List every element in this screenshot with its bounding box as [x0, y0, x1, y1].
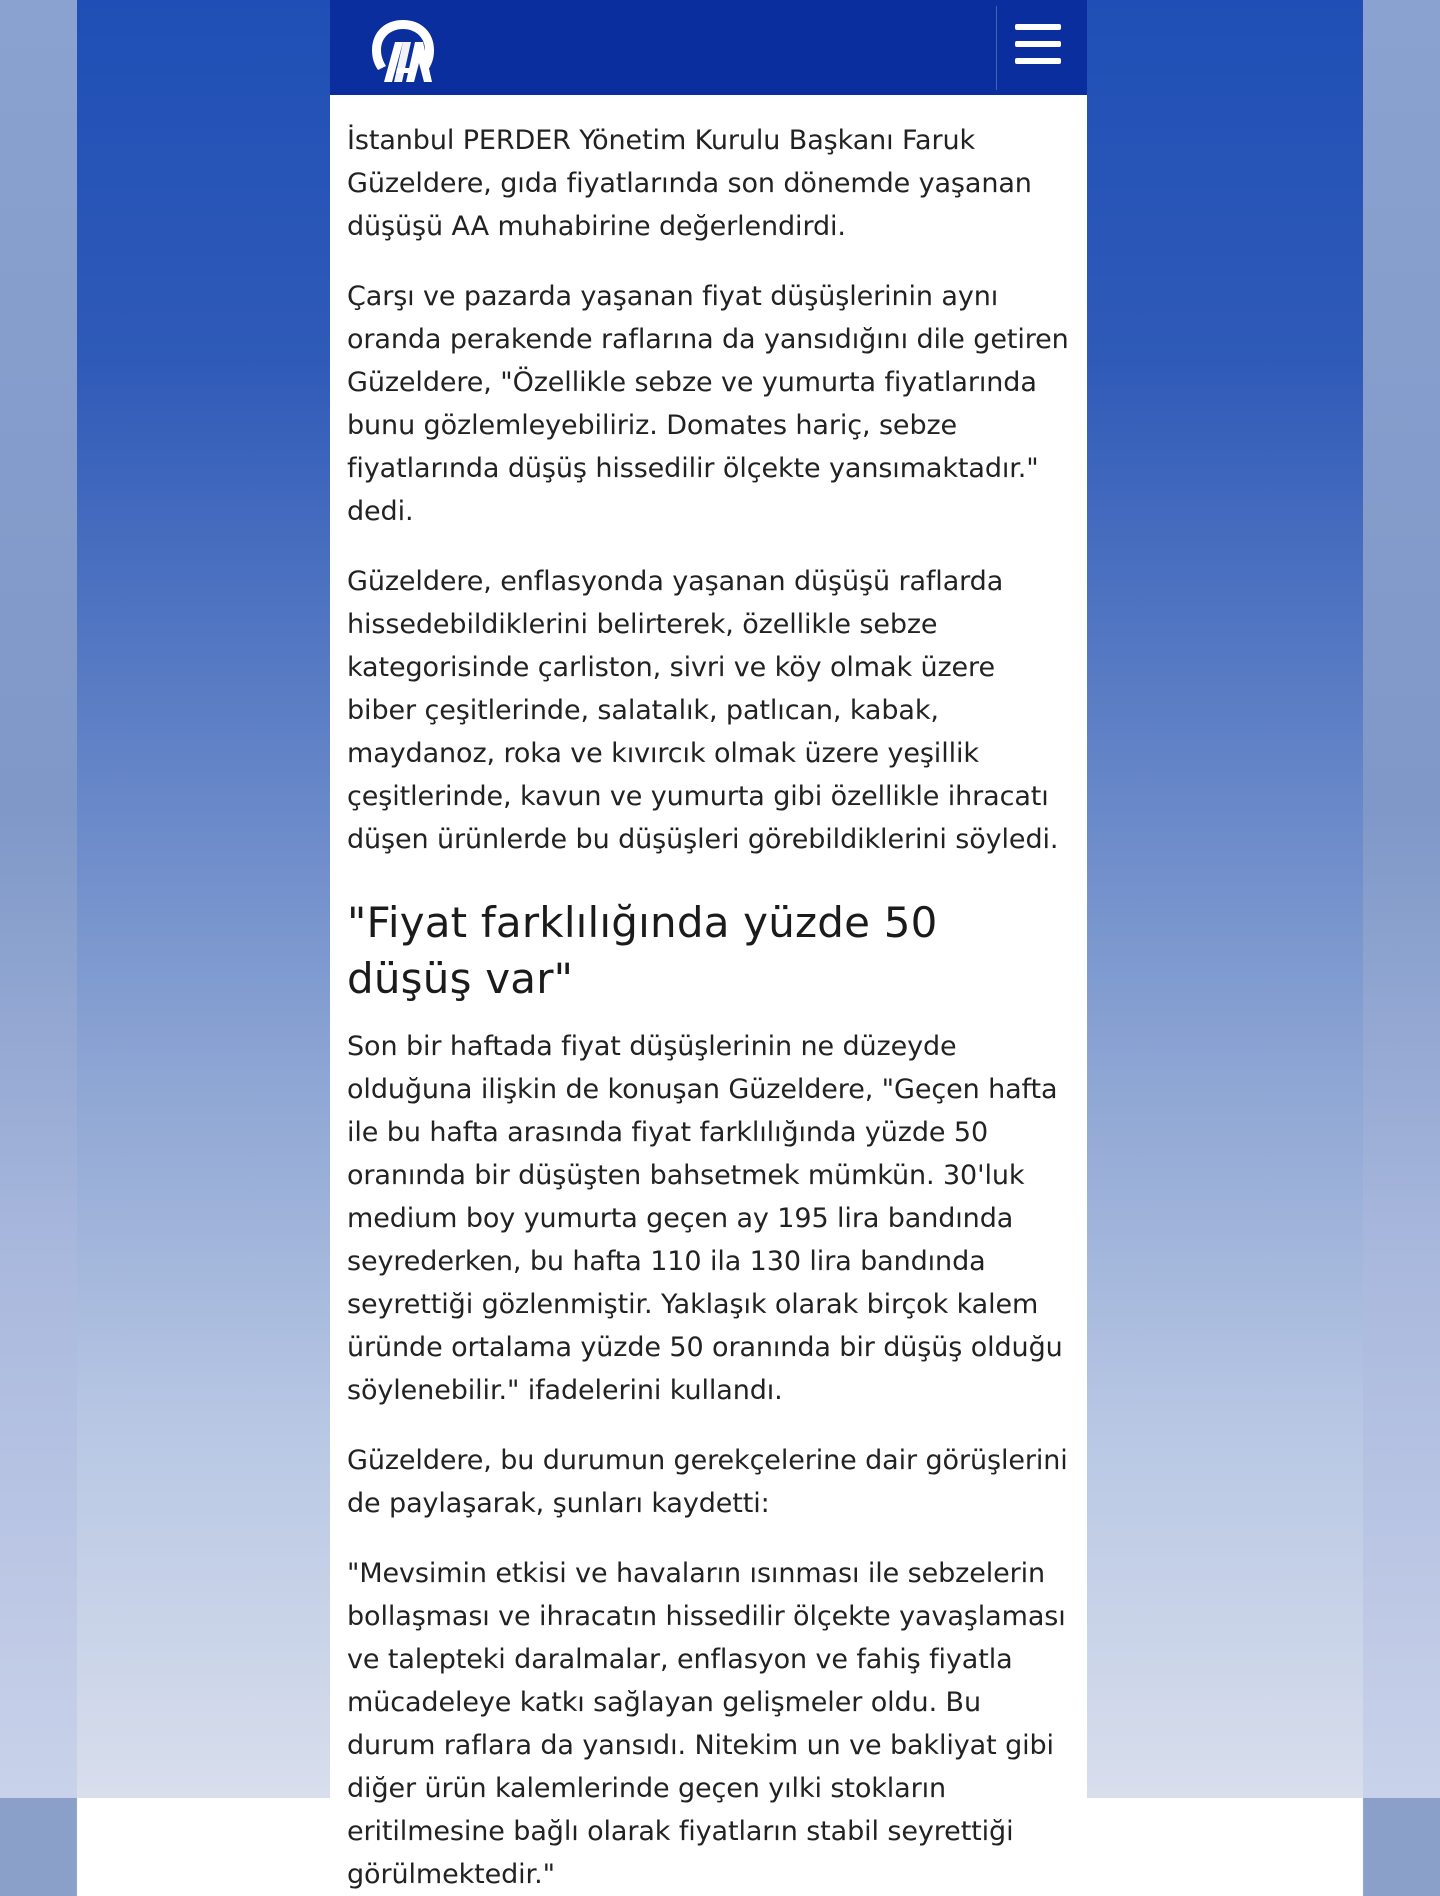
article-paragraph-6: "Mevsimin etkisi ve havaların ısınması ile sebzelerin bollaşması ve ihracatın hissedilir ölçekte yavaşlaması ve talepteki daralmalar, enflasyon ve fahiş fiyatla mücadeleye katkı sağlayan gelişmeler oldu. Bu durum raflara da yansıdı. Nitekim un ve bakliyat gibi diğer ürün kalemlerinde geçen yılki stokların eritilmesine bağlı olarak fiyatların stabil seyrettiği görülmektedir." — [347, 1558, 1066, 1890]
right-side-band — [1363, 0, 1440, 1798]
left-side-band — [0, 0, 77, 1798]
article-paragraph-4: Son bir haftada fiyat düşüşlerinin ne düzeyde olduğuna ilişkin de konuşan Güzeldere, "Geçen hafta ile bu hafta arasında fiyat farklılığında yüzde 50 oranında bir düşüşten bahsetmek mümkün. 30'luk medium boy yumurta geçen ay 195 lira bandında seyrederken, bu hafta 110 ila 130 lira bandında seyrettiği gözlenmiştir. Yaklaşık olarak birçok kalem üründe ortalama yüzde 50 oranında bir düşüş olduğu söylenebilir." ifadelerini kullandı. — [347, 1031, 1063, 1406]
article-body — [330, 95, 1087, 1896]
hamburger-menu-icon[interactable] — [1015, 22, 1061, 66]
article-paragraph-5: Güzeldere, bu durumun gerekçelerine dair görüşlerini de paylaşarak, şunları kaydetti: — [347, 1445, 1068, 1519]
site-header — [330, 0, 1087, 95]
header-divider — [996, 6, 997, 90]
article-subheading: "Fiyat farklılığında yüzde 50 düşüş var" — [347, 898, 938, 1003]
article-paragraph-3: Güzeldere, enflasyonda yaşanan düşüşü raflarda hissedebildiklerini belirterek, özellikle sebze kategorisinde çarliston, sivri ve köy olmak üzere biber çeşitlerinde, salatalık, patlıcan, kabak, maydanoz, roka ve kıvırcık olmak üzere yeşillik çeşitlerinde, kavun ve yumurta gibi özellikle ihracatı düşen ürünlerde bu düşüşleri görebildiklerini söyledi. — [347, 566, 1059, 855]
aa-logo-icon[interactable] — [364, 14, 442, 86]
article-paragraph-2: Çarşı ve pazarda yaşanan fiyat düşüşlerinin aynı oranda perakende raflarına da yansıdığını dile getiren Güzeldere, "Özellikle sebze ve yumurta fiyatlarında bunu gözlemleyebiliriz. Domates hariç, sebze fiyatlarında düşüş hissedilir ölçekte yansımaktadır." dedi. — [347, 281, 1069, 527]
article-page[interactable] — [330, 0, 1087, 1890]
article-paragraph-1: İstanbul PERDER Yönetim Kurulu Başkanı Faruk Güzeldere, gıda fiyatlarında son dönemde yaşanan düşüşü AA muhabirine değerlendirdi. — [347, 125, 1032, 242]
